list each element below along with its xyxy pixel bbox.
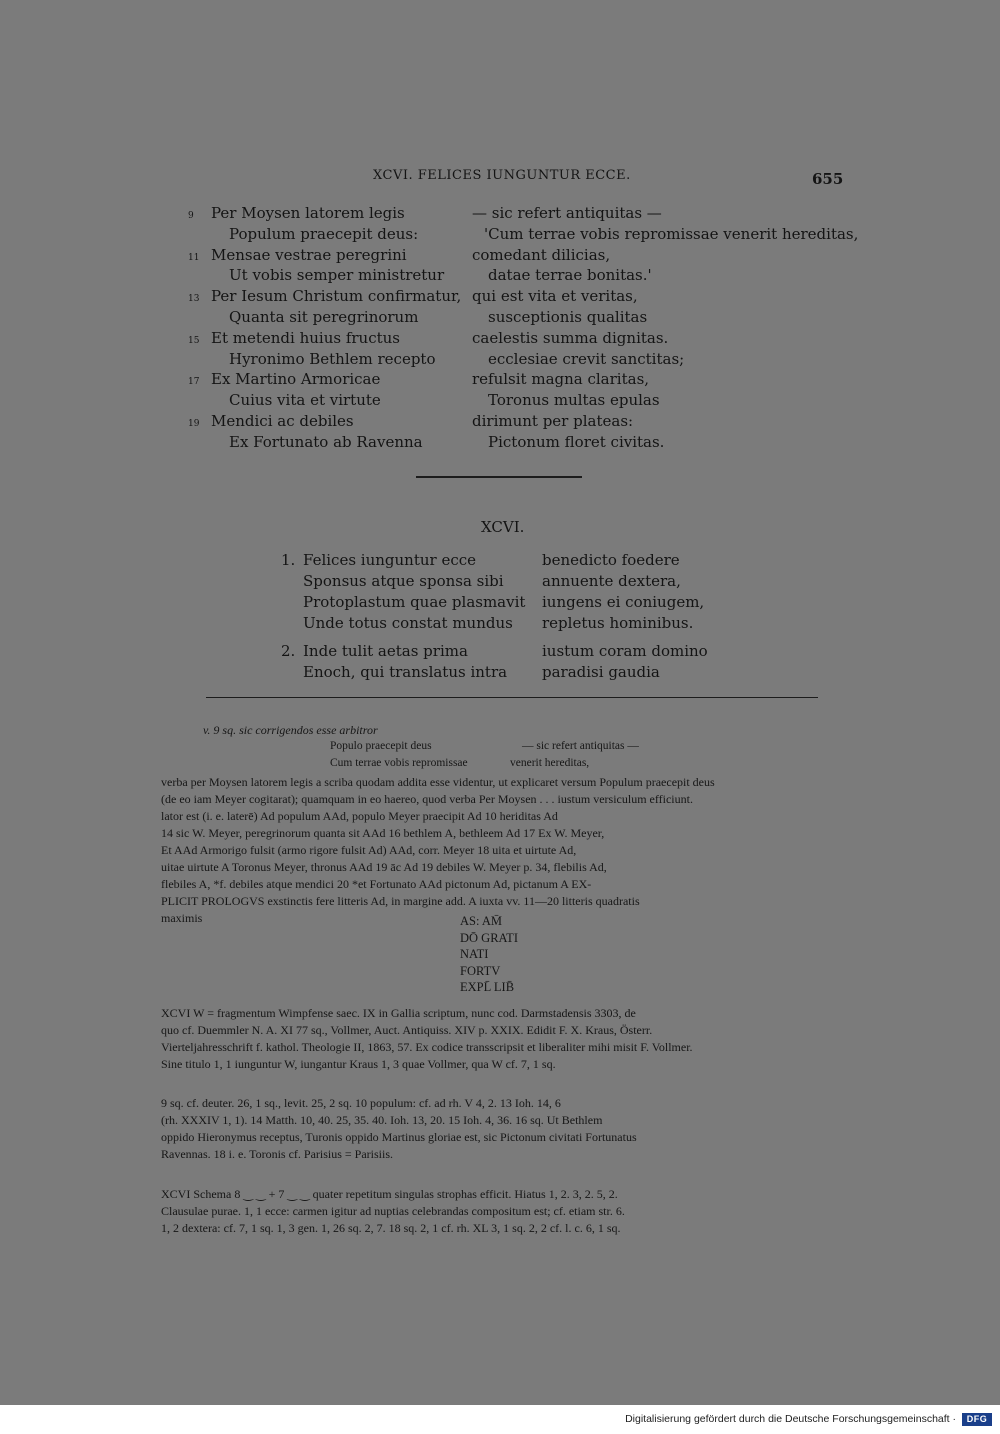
verse-line [188,203,848,224]
capital-line: NATI [460,947,489,961]
verse-line [188,390,848,411]
stanza-number: 2. [281,642,296,660]
note-text: venerit hereditas, [510,757,590,769]
apparatus-block-1 [161,774,836,927]
note-line: PLICIT PROLOGVS exstinctis fere litteris Ad, in margine add. A iuxta vv. 11—20 litteris quadratis [161,894,640,908]
verse-text-right: susceptionis qualitas [488,307,648,326]
verse-line [188,369,848,390]
verse-line [188,349,848,370]
apparatus-block-3 [161,1095,836,1163]
note-line: (de eo iam Meyer cogitarat); quamquam in eo haereo, quod verba Per Moysen . . . iustum versiculum efficiunt. [161,792,693,806]
poem-line [281,592,721,613]
note-text: v. 9 sq. sic corrigendos esse arbitror [203,723,378,737]
note-line: Ravennas. 18 i. e. Toronis cf. Parisius = Parisiis. [161,1147,394,1161]
line-number: 13 [188,294,200,305]
note-quote-line [330,739,432,755]
capital-line: DŌ GRATI [460,930,518,945]
capital-letters-block [460,913,518,996]
stanza-number: 1. [281,551,296,569]
verse-text-right: — sic refert antiquitas — [472,204,662,222]
poem-text: Unde totus constat mundus [303,614,513,632]
note-line: oppido Hieronymus receptus, Turonis oppido Martinus gloriae est, sic Pictonum civitati Fortunatus [161,1130,637,1144]
note-line: maximis [161,911,203,925]
verse-text-right: qui est vita et veritas, [472,287,638,306]
line-number: 15 [188,335,200,346]
poem-text-right: repletus hominibus. [542,614,694,632]
poem-text: Protoplastum quae plasmavit [303,593,526,611]
note-line: Clausulae purae. 1, 1 ecce: carmen igitur ad nuptias celebrandas compositum est; cf. etiam str. 6. [161,1204,625,1218]
verse-text: Mensae vestrae peregrini [211,245,407,264]
verse-line [188,245,848,266]
note-quote-line [522,739,639,755]
verse-line [188,265,848,286]
capital-line: FORTV [460,963,501,978]
poem-text-right: annuente dextera, [542,572,681,590]
poem-text: Felices iunguntur ecce [303,551,477,569]
verse-text: Ex Fortunato ab Ravenna [229,432,423,451]
note-quote-line [510,756,589,772]
apparatus-block-2 [161,1005,836,1073]
verse-text: Hyronimo Bethlem recepto [229,349,436,368]
verse-text-right: comedant dilicias, [472,245,611,264]
capital-line: AS: AM̄ [460,914,503,928]
verse-line [188,286,848,307]
verse-text: Mendici ac debiles [211,411,354,430]
verse-line [188,411,848,432]
note-line: Sine titulo 1, 1 iunguntur W, iungantur Kraus 1, 3 quae Vollmer, qua W cf. 7, 1 sq. [161,1057,556,1071]
line-number: 9 [188,211,194,221]
poem-line [281,550,721,571]
verse-text-right: caelestis summa dignitas. [472,328,669,347]
poem-line [281,571,721,592]
verse-text: Populum praecepit deus: [229,224,419,243]
page-number: 655 [812,170,844,188]
note-text: Populo praecepit deus [330,740,432,752]
poem-text-right: benedicto foedere [542,551,680,569]
note-line: quo cf. Duemmler N. A. XI 77 sq., Vollmer, Auct. Antiquiss. XIV p. XXIX. Edidit F. X. Kraus, Österr. [161,1023,653,1037]
line-number: 17 [188,377,200,388]
note-line: 1, 2 dextera: cf. 7, 1 sq. 1, 3 gen. 1, 26 sq. 2, 7. 18 sq. 2, 1 cf. rh. XL 3, 1 sq. 2, 2 cf. l. c. 6, 1 sq. [161,1221,621,1235]
note-text: Cum terrae vobis repromissae [330,757,468,769]
apparatus-block-4 [161,1186,836,1237]
note-line: uitae uirtute A Toronus Meyer, thronus AAd 19 āc Ad 19 debiles W. Meyer p. 34, flebilis Ad, [161,860,607,874]
verse-text-right: Toronus multas epulas [488,391,660,410]
poem-text-right: iustum coram domino [542,642,708,660]
section-divider [416,476,582,478]
verse-line [188,328,848,349]
note-line: Vierteljahresschrift f. kathol. Theologie II, 1863, 57. Ex codice transscripsit et liberaliter mihi misit F. Vollmer. [161,1040,693,1054]
poem-text: Inde tulit aetas prima [303,642,468,660]
note-line: 9 sq. cf. deuter. 26, 1 sq., levit. 25, 2 sq. 10 populum: cf. ad rh. V 4, 2. 13 Ioh. 14, 6 [161,1096,561,1110]
verse-text-right: 'Cum terrae vobis repromissae venerit hereditas, [484,224,859,243]
capital-line: EXPL̄ LIB̄ [460,980,515,994]
note-quote-line [330,756,468,772]
poem-line [281,641,721,662]
running-head: XCVI. FELICES IUNGUNTUR ECCE. [373,168,631,183]
note-line: flebiles A, *f. debiles atque mendici 20 *et Fortunato AAd pictonum Ad, pictanum A EX- [161,877,592,891]
note-line: XCVI Schema 8 ‿ ‿ + 7 ‿ ‿ quater repetitum singulas strophas efficit. Hiatus 1, 2. 3, 2. 5, 2. [161,1187,618,1201]
poem-text-right: iungens ei coniugem, [542,593,705,611]
verse-line [188,307,848,328]
verse-text-right: dirimunt per plateas: [472,411,634,430]
note-line: 14 sic W. Meyer, peregrinorum quanta sit AAd 16 bethlem A, bethleem Ad 17 Ex W. Meyer, [161,826,605,840]
note-text: — sic refert antiquitas — [522,740,639,752]
poem-line [281,613,721,634]
funding-notice: Digitalisierung gefördert durch die Deutsche Forschungsgemeinschaft · [625,1413,956,1425]
note-line: Et AAd Armorigo fulsit (armo rigore fulsit Ad) AAd, corr. Meyer 18 uita et uirtute Ad, [161,843,577,857]
dfg-logo-icon[interactable]: DFG [962,1413,992,1426]
note-line: lator est (i. e. laterē) Ad populum AAd, populo Meyer praecipit Ad 10 heriditas Ad [161,809,558,823]
verse-text: Ex Martino Armoricae [211,370,381,389]
line-number: 11 [188,252,200,263]
footnote-rule [206,697,818,698]
footer-bar [0,1405,1000,1434]
poem-text: Enoch, qui translatus intra [303,663,508,681]
verse-text: Cuius vita et virtute [229,391,381,410]
poem-text: Sponsus atque sponsa sibi [303,572,504,590]
verse-text: Per Moysen latorem legis [211,204,405,222]
note-line: (rh. XXXIV 1, 1). 14 Matth. 10, 40. 25, 35. 40. Ioh. 13, 20. 15 Ioh. 4, 36. 16 sq. Ut Bethlem [161,1113,603,1127]
verse-text-right: refulsit magna claritas, [472,370,650,389]
poem-line [281,662,721,683]
verse-text: Et metendi huius fructus [211,328,400,347]
poem-text-right: paradisi gaudia [542,663,660,681]
line-number: 19 [188,418,200,429]
verse-text: Quanta sit peregrinorum [229,307,419,326]
verse-line [188,432,848,453]
verse-text: Per Iesum Christum confirmatur, [211,287,462,306]
verse-text: Ut vobis semper ministretur [229,266,445,285]
poem-title: XCVI. [481,518,525,536]
note-intro [203,722,378,739]
verse-text-right: datae terrae bonitas.' [488,266,652,285]
verses-top [188,203,859,453]
note-line: XCVI W = fragmentum Wimpfense saec. IX in Gallia scriptum, nunc cod. Darmstadensis 3303, de [161,1006,636,1020]
verse-text-right: ecclesiae crevit sanctitas; [488,349,685,368]
note-line: verba per Moysen latorem legis a scriba quodam addita esse videntur, ut explicaret versum Populum praecepit deus [161,775,715,789]
verse-text-right: Pictonum floret civitas. [488,432,665,451]
poem-stanzas [281,550,721,683]
verse-line [188,224,859,245]
